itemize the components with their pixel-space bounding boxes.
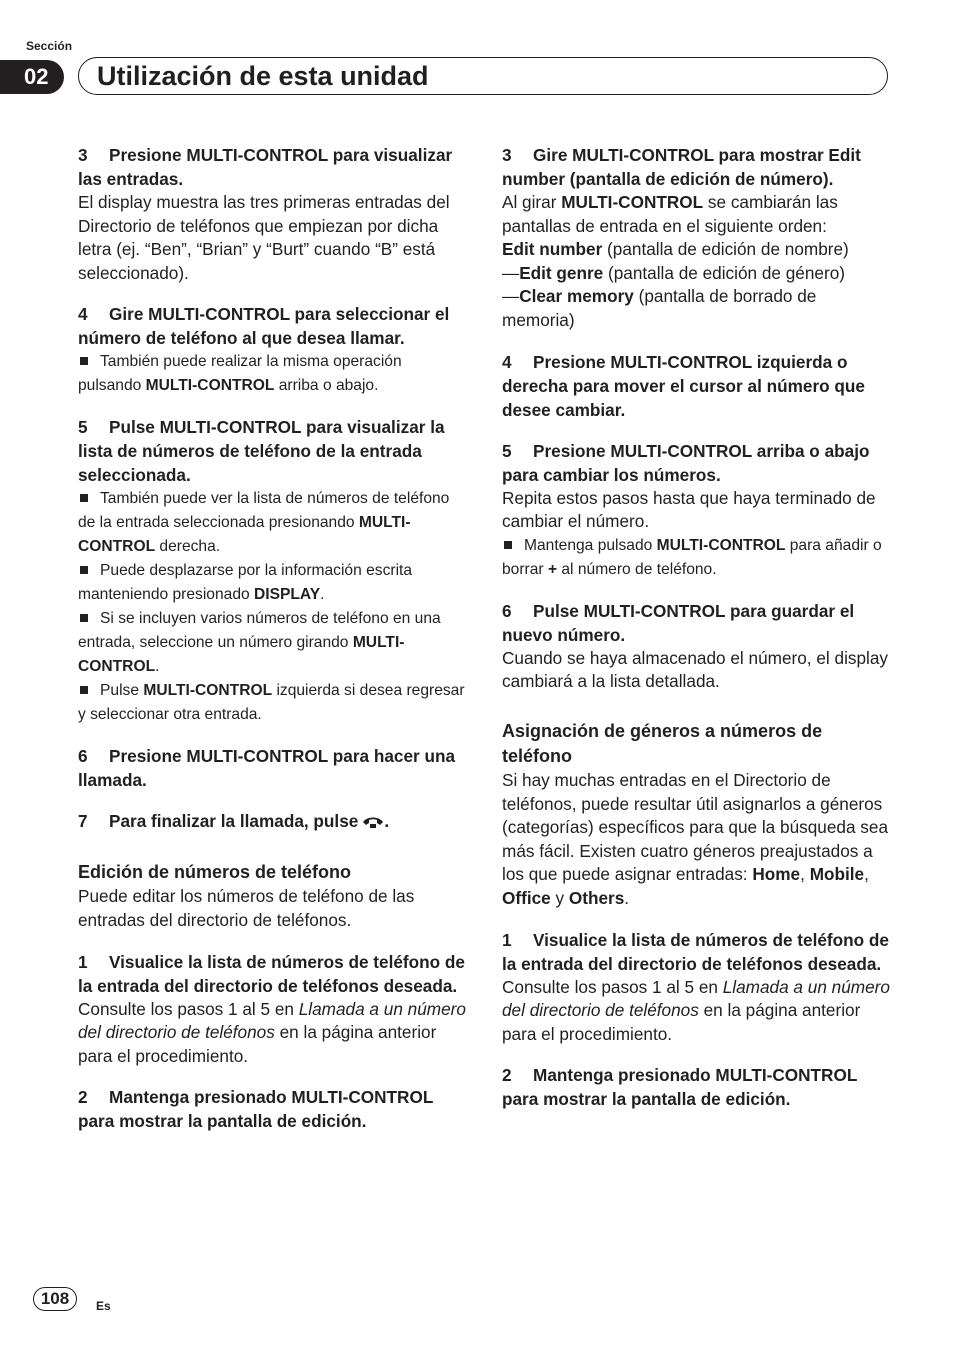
edit-numbers-body: Puede editar los números de teléfono de las entradas del directorio de teléfonos. bbox=[78, 886, 415, 930]
language-code: Es bbox=[96, 1299, 111, 1313]
step-3-title: 3 Presione MULTI-CONTROL para visualizar las entradas. bbox=[78, 145, 453, 189]
step-5-note-1: También puede ver la lista de números de teléfono de la entrada seleccionada presionando MULTI-CONTROL derecha. bbox=[78, 490, 450, 556]
step-6-title: 6 Presione MULTI-CONTROL para hacer una llamada. bbox=[78, 746, 456, 791]
edit-numbers-heading: Edición de números de teléfono bbox=[78, 862, 352, 883]
screen-sequence-3: —Clear memory (pantalla de borrado de memoria) bbox=[502, 286, 817, 330]
r-step-3-title: 3 Gire MULTI-CONTROL para mostrar Edit number (pantalla de edición de número). bbox=[502, 145, 861, 189]
edit-step-1-title: 1 Visualice la lista de números de teléfono de la entrada del directorio de teléfonos deseada. bbox=[78, 951, 465, 996]
edit-step-1-body: Consulte los pasos 1 al 5 en Llamada a un número del directorio de teléfonos en la página anterior para el procedimiento. bbox=[78, 998, 466, 1066]
phone-hangup-icon bbox=[362, 811, 384, 835]
r-step-6-title: 6 Pulse MULTI-CONTROL para guardar el nuevo número. bbox=[502, 600, 855, 645]
step-5-note-3: Si se incluyen varios números de teléfono en una entrada, seleccione un número girando MULTI-CONTROL. bbox=[78, 610, 441, 676]
left-column bbox=[78, 143, 466, 1133]
bullet-square-icon bbox=[80, 686, 88, 694]
step-4-note: También puede realizar la misma operación pulsando MULTI-CONTROL arriba o abajo. bbox=[78, 353, 402, 395]
page-title: Utilización de esta unidad bbox=[78, 57, 888, 95]
section-label: Sección bbox=[26, 39, 73, 53]
r-step-4-title: 4 Presione MULTI-CONTROL izquierda o derecha para mover el cursor al número que desee cambiar. bbox=[502, 351, 865, 420]
genre-step-2-title: 2 Mantenga presionado MULTI-CONTROL para mostrar la pantalla de edición. bbox=[502, 1065, 858, 1110]
bullet-square-icon bbox=[80, 494, 88, 502]
r-step-5-note: Mantenga pulsado MULTI-CONTROL para añadir o borrar + al número de teléfono. bbox=[502, 536, 882, 578]
r-step-5-title: 5 Presione MULTI-CONTROL arriba o abajo para cambiar los números. bbox=[502, 440, 870, 485]
step-5-note-4: Pulse MULTI-CONTROL izquierda si desea regresar y seleccionar otra entrada. bbox=[78, 682, 465, 724]
step-4-title: 4 Gire MULTI-CONTROL para seleccionar el número de teléfono al que desea llamar. bbox=[78, 304, 450, 349]
r-step-6-body: Cuando se haya almacenado el número, el display cambiará a la lista detallada. bbox=[502, 647, 889, 692]
genre-heading: Asignación de géneros a números de teléfono bbox=[502, 720, 823, 766]
right-column bbox=[502, 143, 890, 1111]
r-step-5-body: Repita estos pasos hasta que haya terminado de cambiar el número. bbox=[502, 487, 876, 532]
bullet-square-icon bbox=[80, 357, 88, 365]
genre-step-1-body: Consulte los pasos 1 al 5 en Llamada a un número del directorio de teléfonos en la página anterior para el procedimiento. bbox=[502, 976, 890, 1044]
screen-sequence-1: Edit number (pantalla de edición de nombre) bbox=[502, 239, 849, 260]
genre-body: Si hay muchas entradas en el Directorio de teléfonos, puede resultar útil asignarlos a géneros (categorías) específicos para que la búsqueda sea más fácil. Existen cuatro géneros preajustados a los que puede asignar entradas: Home, Mobile, Office y Others. bbox=[502, 769, 889, 908]
section-number-badge: 02 bbox=[0, 60, 64, 94]
r-step-3-body: Al girar MULTI-CONTROL se cambiarán las pantallas de entrada en el siguiente orden: bbox=[502, 192, 838, 236]
bullet-square-icon bbox=[504, 541, 512, 549]
bullet-square-icon bbox=[80, 566, 88, 574]
step-7-title: 7 Para finalizar la llamada, pulse . bbox=[78, 809, 466, 835]
bullet-square-icon bbox=[80, 614, 88, 622]
screen-sequence-2: —Edit genre (pantalla de edición de género) bbox=[502, 262, 845, 283]
step-3-body: El display muestra las tres primeras entradas del Directorio de teléfonos que empiezan por dicha letra (ej. “Ben”, “Brian” y “Burt” cuando “B” está seleccionado). bbox=[78, 192, 450, 283]
page-number: 108 bbox=[33, 1287, 77, 1311]
step-5-note-2: Puede desplazarse por la información escrita manteniendo presionado DISPLAY. bbox=[78, 562, 413, 604]
step-5-title: 5 Pulse MULTI-CONTROL para visualizar la lista de números de teléfono de la entrada seleccionada. bbox=[78, 417, 445, 486]
edit-step-2-title: 2 Mantenga presionado MULTI-CONTROL para mostrar la pantalla de edición. bbox=[78, 1087, 434, 1132]
genre-step-1-title: 1 Visualice la lista de números de teléfono de la entrada del directorio de teléfonos deseada. bbox=[502, 929, 889, 974]
